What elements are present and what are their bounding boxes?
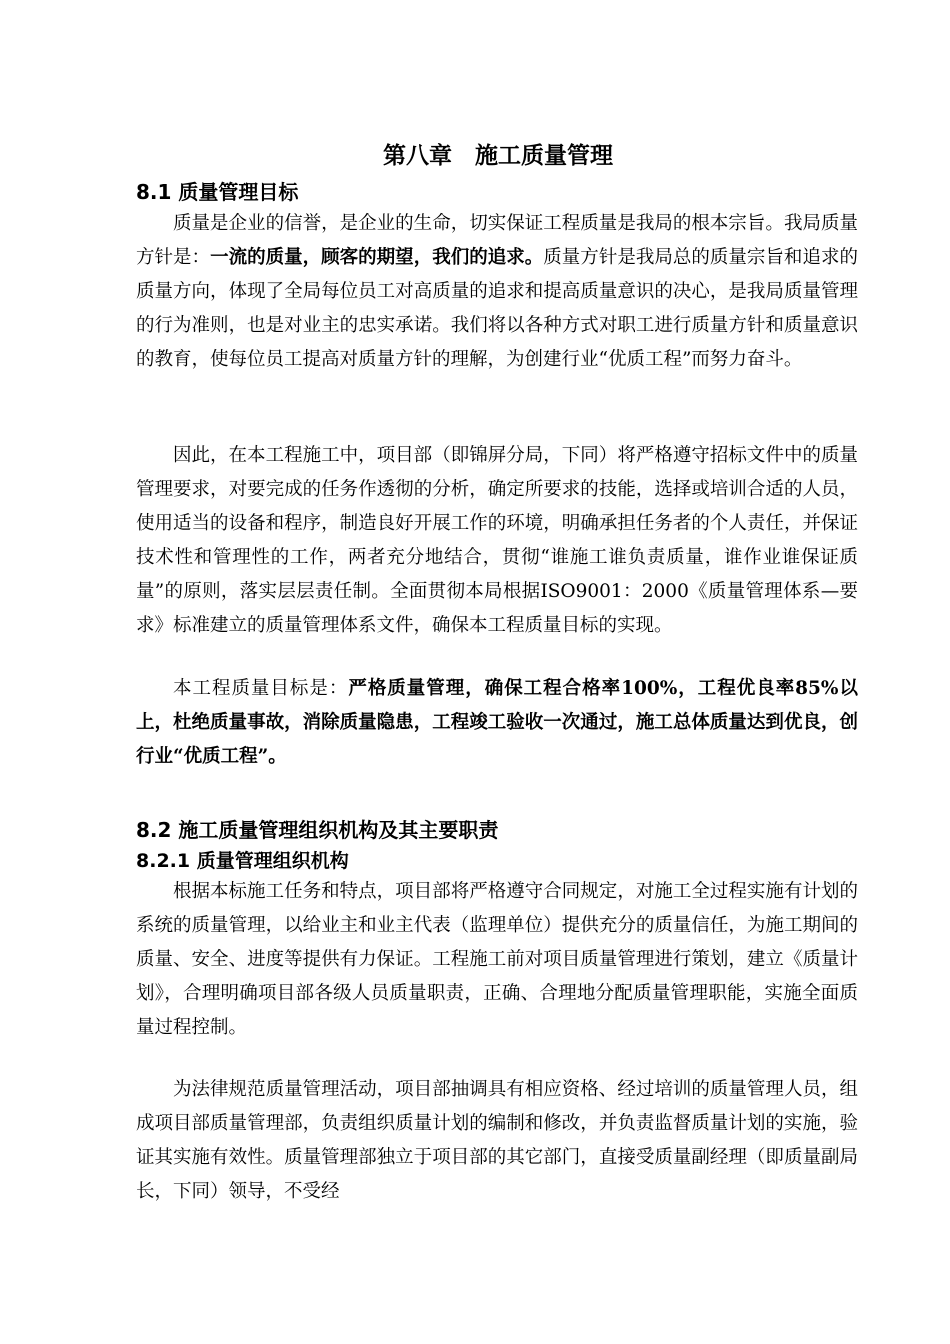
policy-slogan: 一流的质量，顾客的期望，我们的追求。 xyxy=(210,247,544,268)
paragraph-organization: 根据本标施工任务和特点，项目部将严格遵守合同规定，对施工全过程实施有计划的系统的质量管理，以给业主和业主代表（监理单位）提供充分的质量信任，为施工期间的质量、安全、进度等提供有力保证。工程施工前对项目质量管理进行策划，建立《质量计划》，合理明确项目部各级人员质量职责，正确、合理地分配质量管理职能，实施全面质量过程控制。 xyxy=(136,881,858,1038)
policy-text-body: 质量方针是我局总的质量宗旨和追求的质量方向，体现了全局每位员工对高质量的追求和提高质量意识的决心，是我局质量管理的行为准则，也是对业主的忠实承诺。我们将以各种方式对职工进行质量方针和质量意识的教育，使每位员工提高对质量方针的理解，为创建行业“优质工程”而努力奋斗。 xyxy=(136,247,858,370)
paragraph-quality-policy xyxy=(136,207,858,377)
paragraph-quality-department: 为法律规范质量管理活动，项目部抽调具有相应资格、经过培训的质量管理人员，组成项目部质量管理部，负责组织质量计划的编制和修改，并负责监督质量计划的实施，验证其实施有效性。质量管理部独立于项目部的其它部门，直接受质量副经理（即质量副局长，下同）领导，不受经 xyxy=(136,1079,858,1202)
paragraph-quality-requirements: 因此，在本工程施工中，项目部（即锦屏分局，下同）将严格遵守招标文件中的质量管理要求，对要完成的任务作透彻的分析，确定所要求的技能，选择或培训合适的人员，使用适当的设备和程序，制造良好开展工作的环境，明确承担任务者的个人责任，并保证技术性和管理性的工作，两者充分地结合，贯彻“谁施工谁负责质量，谁作业谁保证质量”的原则，落实层层责任制。全面贯彻本局根据ISO9001：2000《质量管理体系—要求》标准建立的质量管理体系文件，确保本工程质量目标的实现。 xyxy=(136,445,858,636)
paragraph-quality-target xyxy=(136,672,858,774)
chapter-title: 第八章 施工质量管理 xyxy=(383,143,613,169)
section-heading-8-2-1: 8.2.1 质量管理组织机构 xyxy=(136,850,349,872)
section-heading-8-1: 8.1 质量管理目标 xyxy=(136,180,299,204)
target-text-intro: 本工程质量目标是： xyxy=(173,678,349,699)
target-text-bold: 严格质量管理，确保工程合格率100%，工程优良率85%以上，杜绝质量事故，消除质量隐患，工程竣工验收一次通过，施工总体质量达到优良，创行业“优质工程”。 xyxy=(136,678,858,767)
section-heading-8-2: 8.2 施工质量管理组织机构及其主要职责 xyxy=(136,818,499,842)
policy-text-intro: 质量是企业的信誉，是企业的生命，切实保证工程质量是我局的根本宗旨。我局质量方针是： xyxy=(136,213,858,268)
